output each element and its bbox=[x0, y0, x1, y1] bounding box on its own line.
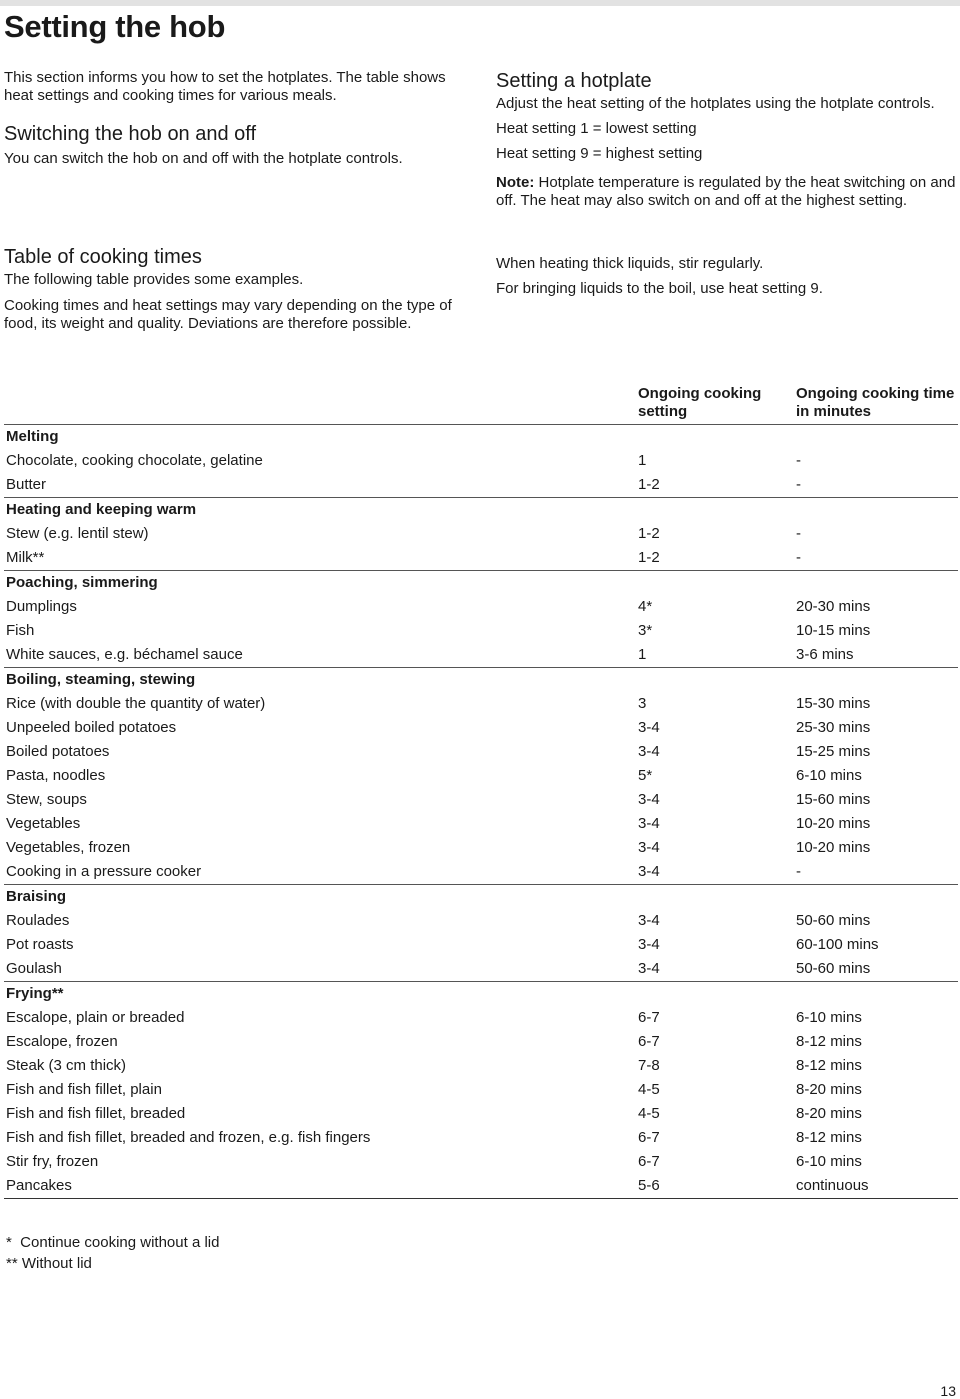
cell-setting: 6-7 bbox=[638, 1153, 660, 1170]
table-row bbox=[4, 546, 958, 571]
cell-food: Steak (3 cm thick) bbox=[6, 1057, 127, 1074]
cell-food: Dumplings bbox=[6, 598, 77, 615]
header-food bbox=[4, 385, 636, 425]
cell-setting: 4-5 bbox=[638, 1081, 660, 1098]
table-row bbox=[4, 522, 958, 546]
cell-time: - bbox=[796, 452, 801, 469]
cell-setting: 4* bbox=[638, 598, 653, 615]
table-category-row bbox=[4, 982, 958, 1007]
cell-time: 10-20 mins bbox=[796, 839, 871, 856]
tip-boil: For bringing liquids to the boil, use heat setting 9. bbox=[496, 280, 823, 297]
header-setting: Ongoing cooking setting bbox=[636, 385, 794, 425]
cell-food: Vegetables, frozen bbox=[6, 839, 131, 856]
cell-setting: 1-2 bbox=[638, 476, 660, 493]
cell-setting: 1 bbox=[638, 646, 647, 663]
table-row bbox=[4, 860, 958, 885]
category-label: Boiling, steaming, stewing bbox=[4, 668, 958, 693]
cell-food: White sauces, e.g. béchamel sauce bbox=[6, 646, 243, 663]
left-column bbox=[4, 69, 464, 333]
cell-time: 6-10 mins bbox=[796, 767, 862, 784]
hotplate-text: Adjust the heat setting of the hotplates using the hotplate controls. bbox=[496, 95, 935, 112]
cell-setting: 3-4 bbox=[638, 912, 660, 929]
table-row bbox=[4, 692, 958, 716]
cell-setting: 3-4 bbox=[638, 791, 660, 808]
cell-time: 10-15 mins bbox=[796, 622, 871, 639]
cell-setting: 3 bbox=[638, 695, 647, 712]
table-row bbox=[4, 1006, 958, 1030]
cell-time: 10-20 mins bbox=[796, 815, 871, 832]
category-label: Braising bbox=[4, 885, 958, 910]
cell-food: Escalope, frozen bbox=[6, 1033, 118, 1050]
table-text-2: Cooking times and heat settings may vary depending on the type of food, its weight and quality. Deviations are therefore possible. bbox=[4, 297, 452, 332]
lowest-setting: Heat setting 1 = lowest setting bbox=[496, 120, 697, 137]
cell-time: - bbox=[796, 549, 801, 566]
cell-setting: 3-4 bbox=[638, 960, 660, 977]
cell-food: Milk** bbox=[6, 549, 45, 566]
note-text: Hotplate temperature is regulated by the heat switching on and off. The heat may also switch on and off at the highest setting. bbox=[496, 174, 956, 209]
cell-setting: 1 bbox=[638, 452, 647, 469]
table-category-row bbox=[4, 425, 958, 450]
table-row bbox=[4, 619, 958, 643]
cell-time: 15-60 mins bbox=[796, 791, 871, 808]
table-row bbox=[4, 1030, 958, 1054]
cell-time: - bbox=[796, 476, 801, 493]
table-row bbox=[4, 1174, 958, 1199]
cell-setting: 4-5 bbox=[638, 1105, 660, 1122]
cell-food: Stew (e.g. lentil stew) bbox=[6, 525, 149, 542]
table-row bbox=[4, 1102, 958, 1126]
category-label: Poaching, simmering bbox=[4, 571, 958, 596]
cell-time: 6-10 mins bbox=[796, 1009, 862, 1026]
cell-time: 8-12 mins bbox=[796, 1057, 862, 1074]
cooking-times-table bbox=[4, 385, 958, 1199]
intro-text: This section informs you how to set the hotplates. The table shows heat settings and cooking times for various meals. bbox=[4, 69, 446, 104]
cell-food: Escalope, plain or breaded bbox=[6, 1009, 185, 1026]
cell-food: Stew, soups bbox=[6, 791, 87, 808]
note-label: Note: bbox=[496, 174, 535, 191]
cell-time: - bbox=[796, 863, 801, 880]
cell-food: Fish and fish fillet, breaded bbox=[6, 1105, 186, 1122]
cell-setting: 3-4 bbox=[638, 815, 660, 832]
cell-food: Unpeeled boiled potatoes bbox=[6, 719, 177, 736]
highest-setting: Heat setting 9 = highest setting bbox=[496, 145, 703, 162]
cell-time: 50-60 mins bbox=[796, 912, 871, 929]
cell-setting: 5* bbox=[638, 767, 653, 784]
table-header-row bbox=[4, 385, 958, 425]
cell-time: 20-30 mins bbox=[796, 598, 871, 615]
cell-setting: 3-4 bbox=[638, 743, 660, 760]
cell-food: Fish and fish fillet, plain bbox=[6, 1081, 162, 1098]
cell-setting: 3-4 bbox=[638, 719, 660, 736]
cell-food: Pot roasts bbox=[6, 936, 74, 953]
cell-setting: 3-4 bbox=[638, 839, 660, 856]
cell-time: 25-30 mins bbox=[796, 719, 871, 736]
cell-setting: 6-7 bbox=[638, 1009, 660, 1026]
cell-time: 3-6 mins bbox=[796, 646, 854, 663]
cell-food: Chocolate, cooking chocolate, gelatine bbox=[6, 452, 263, 469]
table-row bbox=[4, 643, 958, 668]
table-row bbox=[4, 788, 958, 812]
cell-food: Pancakes bbox=[4, 1174, 636, 1199]
table-row bbox=[4, 957, 958, 982]
cell-setting: 5-6 bbox=[636, 1174, 794, 1199]
top-rule bbox=[0, 0, 960, 6]
cell-time: continuous bbox=[794, 1174, 958, 1199]
cell-setting: 7-8 bbox=[638, 1057, 660, 1074]
cell-setting: 6-7 bbox=[638, 1033, 660, 1050]
cell-food: Cooking in a pressure cooker bbox=[6, 863, 202, 880]
cell-food: Stir fry, frozen bbox=[6, 1153, 99, 1170]
cell-setting: 3* bbox=[638, 622, 653, 639]
table-row bbox=[4, 449, 958, 473]
table-row bbox=[4, 764, 958, 788]
table-row bbox=[4, 933, 958, 957]
table-row bbox=[4, 716, 958, 740]
tip-stir: When heating thick liquids, stir regularly. bbox=[496, 255, 764, 272]
table-row bbox=[4, 812, 958, 836]
cell-food: Fish and fish fillet, breaded and frozen, e.g. fish fingers bbox=[6, 1129, 371, 1146]
switch-heading: Switching the hob on and off bbox=[4, 123, 257, 145]
table-row bbox=[4, 1150, 958, 1174]
table-heading: Table of cooking times bbox=[4, 246, 202, 268]
table-row bbox=[4, 740, 958, 764]
cell-setting: 1-2 bbox=[638, 525, 660, 542]
cell-setting: 3-4 bbox=[638, 936, 660, 953]
right-column bbox=[496, 69, 956, 298]
cell-time: 8-20 mins bbox=[796, 1105, 862, 1122]
category-label: Heating and keeping warm bbox=[4, 498, 958, 523]
table-row bbox=[4, 909, 958, 933]
header-time: Ongoing cooking time in minutes bbox=[794, 385, 958, 425]
category-label: Melting bbox=[6, 428, 59, 445]
cell-time: 60-100 mins bbox=[796, 936, 879, 953]
cell-time: - bbox=[796, 525, 801, 542]
table-category-row bbox=[4, 668, 958, 693]
cell-food: Butter bbox=[6, 476, 47, 493]
table-row bbox=[4, 473, 958, 498]
cell-setting: 1-2 bbox=[638, 549, 660, 566]
table-row bbox=[4, 1054, 958, 1078]
cell-time: 15-30 mins bbox=[796, 695, 871, 712]
cell-time: 50-60 mins bbox=[796, 960, 871, 977]
table-row bbox=[4, 836, 958, 860]
category-label: Frying** bbox=[4, 982, 958, 1007]
cell-setting: 6-7 bbox=[638, 1129, 660, 1146]
table-row bbox=[4, 1078, 958, 1102]
table-row bbox=[4, 1126, 958, 1150]
cell-food: Vegetables bbox=[6, 815, 81, 832]
table-category-row bbox=[4, 571, 958, 596]
cell-time: 8-20 mins bbox=[796, 1081, 862, 1098]
footnote-double-star: ** Without lid bbox=[6, 1255, 92, 1272]
cell-time: 6-10 mins bbox=[796, 1153, 862, 1170]
switch-text: You can switch the hob on and off with the hotplate controls. bbox=[4, 150, 403, 167]
table-category-row bbox=[4, 885, 958, 910]
cell-time: 15-25 mins bbox=[796, 743, 871, 760]
cell-food: Fish bbox=[6, 622, 35, 639]
footnote-single-star: * Continue cooking without a lid bbox=[6, 1234, 220, 1251]
cell-food: Roulades bbox=[6, 912, 70, 929]
cell-setting: 3-4 bbox=[638, 863, 660, 880]
footnotes bbox=[6, 1232, 219, 1274]
cell-food: Goulash bbox=[6, 960, 62, 977]
cell-time: 8-12 mins bbox=[796, 1033, 862, 1050]
cell-food: Pasta, noodles bbox=[6, 767, 106, 784]
page-number: 13 bbox=[940, 1383, 956, 1399]
table-category-row bbox=[4, 498, 958, 523]
note bbox=[496, 174, 956, 210]
cell-time: 8-12 mins bbox=[796, 1129, 862, 1146]
hotplate-heading: Setting a hotplate bbox=[496, 70, 652, 92]
page-title: Setting the hob bbox=[4, 9, 226, 44]
cell-food: Rice (with double the quantity of water) bbox=[6, 695, 266, 712]
table-row bbox=[4, 595, 958, 619]
table-text-1: The following table provides some examples. bbox=[4, 271, 304, 288]
cell-food: Boiled potatoes bbox=[6, 743, 110, 760]
